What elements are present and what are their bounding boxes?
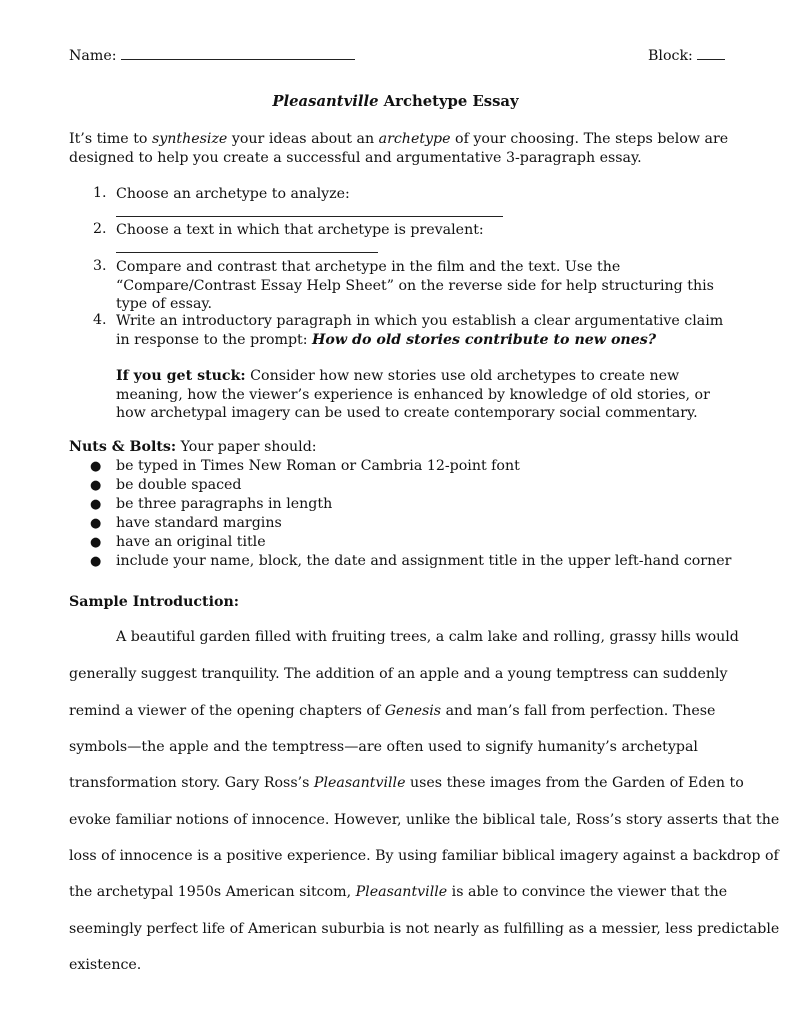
essay-genesis: Genesis: [384, 703, 442, 719]
title-rest: Archetype Essay: [378, 93, 519, 110]
essay-line: [69, 703, 715, 719]
nuts-text: Your paper should:: [176, 439, 317, 455]
step-3-text: Compare and contrast that archetype in the film and the text. Use the “Compare/Contrast Essay Help Sheet” on the reverse side for help structuring this type of essay.: [116, 259, 714, 312]
block-blank-line[interactable]: [697, 47, 725, 60]
step-4: [116, 312, 726, 349]
title-italic: Pleasantville: [272, 93, 379, 110]
essay-line: [69, 775, 744, 791]
essay-fragment: uses these images from the Garden of Eden to: [405, 775, 744, 791]
archetype-blank-line[interactable]: [116, 204, 503, 217]
essay-line: existence.: [69, 957, 142, 973]
sample-heading-text: Sample Introduction:: [69, 594, 240, 610]
intro-text-3: of your choosing. The steps below are designed to help you create a successful and argumentative 3-paragraph essay.: [69, 131, 729, 166]
nuts-bolts-heading: [69, 439, 317, 455]
list-item: include your name, block, the date and assignment title in the upper left-hand corner: [116, 553, 732, 569]
list-item: have an original title: [116, 534, 266, 550]
essay-pleasantville: Pleasantville: [355, 884, 448, 900]
intro-synthesize: synthesize: [151, 131, 228, 147]
step-4-text: Write an introductory paragraph in which you establish a clear argumentative claim in response to the prompt:: [116, 313, 724, 348]
essay-prompt: How do old stories contribute to new ones?: [312, 331, 657, 348]
intro-paragraph: [69, 130, 729, 167]
stuck-text: Consider how new stories use old archetypes to create new meaning, how the viewer’s experience is enhanced by knowledge of old stories, or how archetypal imagery can be used to create contemporary social commentary.: [116, 368, 710, 421]
sample-heading: [69, 594, 239, 610]
essay-fragment: the archetypal 1950s American sitcom,: [69, 884, 356, 900]
intro-text-2: your ideas about an: [227, 131, 379, 147]
list-item: be double spaced: [116, 477, 242, 493]
essay-fragment: remind a viewer of the opening chapters of: [69, 703, 385, 719]
essay-fragment: is able to convince the viewer that the: [447, 884, 728, 900]
name-label: Name:: [69, 48, 117, 64]
essay-fragment: transformation story. Gary Ross’s: [69, 775, 314, 791]
step-number: 1.: [93, 185, 107, 201]
nuts-label: Nuts & Bolts:: [69, 439, 177, 455]
step-number: 4.: [93, 312, 107, 328]
step-number: 3.: [93, 258, 107, 274]
bullet-icon: ●: [90, 516, 102, 531]
bullet-icon: ●: [90, 554, 102, 569]
text-blank-line[interactable]: [116, 240, 378, 253]
page-title: [0, 93, 791, 110]
list-item: have standard margins: [116, 515, 282, 531]
stuck-paragraph: [116, 367, 726, 423]
essay-line: symbols—the apple and the temptress—are often used to signify humanity’s archetypal: [69, 739, 698, 755]
block-field[interactable]: [648, 47, 725, 64]
essay-line: generally suggest tranquility. The addition of an apple and a young temptress can suddenly: [69, 666, 728, 682]
essay-line: A beautiful garden filled with fruiting trees, a calm lake and rolling, grassy hills would: [116, 629, 739, 645]
name-field[interactable]: [69, 47, 355, 64]
stuck-label: If you get stuck:: [116, 368, 246, 384]
list-item: be typed in Times New Roman or Cambria 12-point font: [116, 458, 520, 474]
essay-pleasantville: Pleasantville: [313, 775, 406, 791]
list-item: be three paragraphs in length: [116, 496, 333, 512]
essay-line: seemingly perfect life of American suburbia is not nearly as fulfilling as a messier, less predictable: [69, 921, 780, 937]
step-1: [116, 185, 726, 222]
essay-fragment: and man’s fall from perfection. These: [441, 703, 716, 719]
intro-archetype: archetype: [378, 131, 451, 147]
step-1-text: Choose an archetype to analyze:: [116, 186, 350, 202]
essay-line: [69, 884, 727, 900]
step-2-text: Choose a text in which that archetype is prevalent:: [116, 222, 484, 238]
bullet-icon: ●: [90, 535, 102, 550]
block-label: Block:: [648, 48, 693, 64]
bullet-icon: ●: [90, 459, 102, 474]
bullet-icon: ●: [90, 478, 102, 493]
step-number: 2.: [93, 221, 107, 237]
intro-text-1: It’s time to: [69, 131, 152, 147]
bullet-icon: ●: [90, 497, 102, 512]
essay-line: loss of innocence is a positive experience. By using familiar biblical imagery against a backdrop of: [69, 848, 779, 864]
step-2: [116, 221, 726, 258]
essay-line: evoke familiar notions of innocence. However, unlike the biblical tale, Ross’s story asserts that the: [69, 812, 780, 828]
name-blank-line[interactable]: [121, 47, 355, 60]
